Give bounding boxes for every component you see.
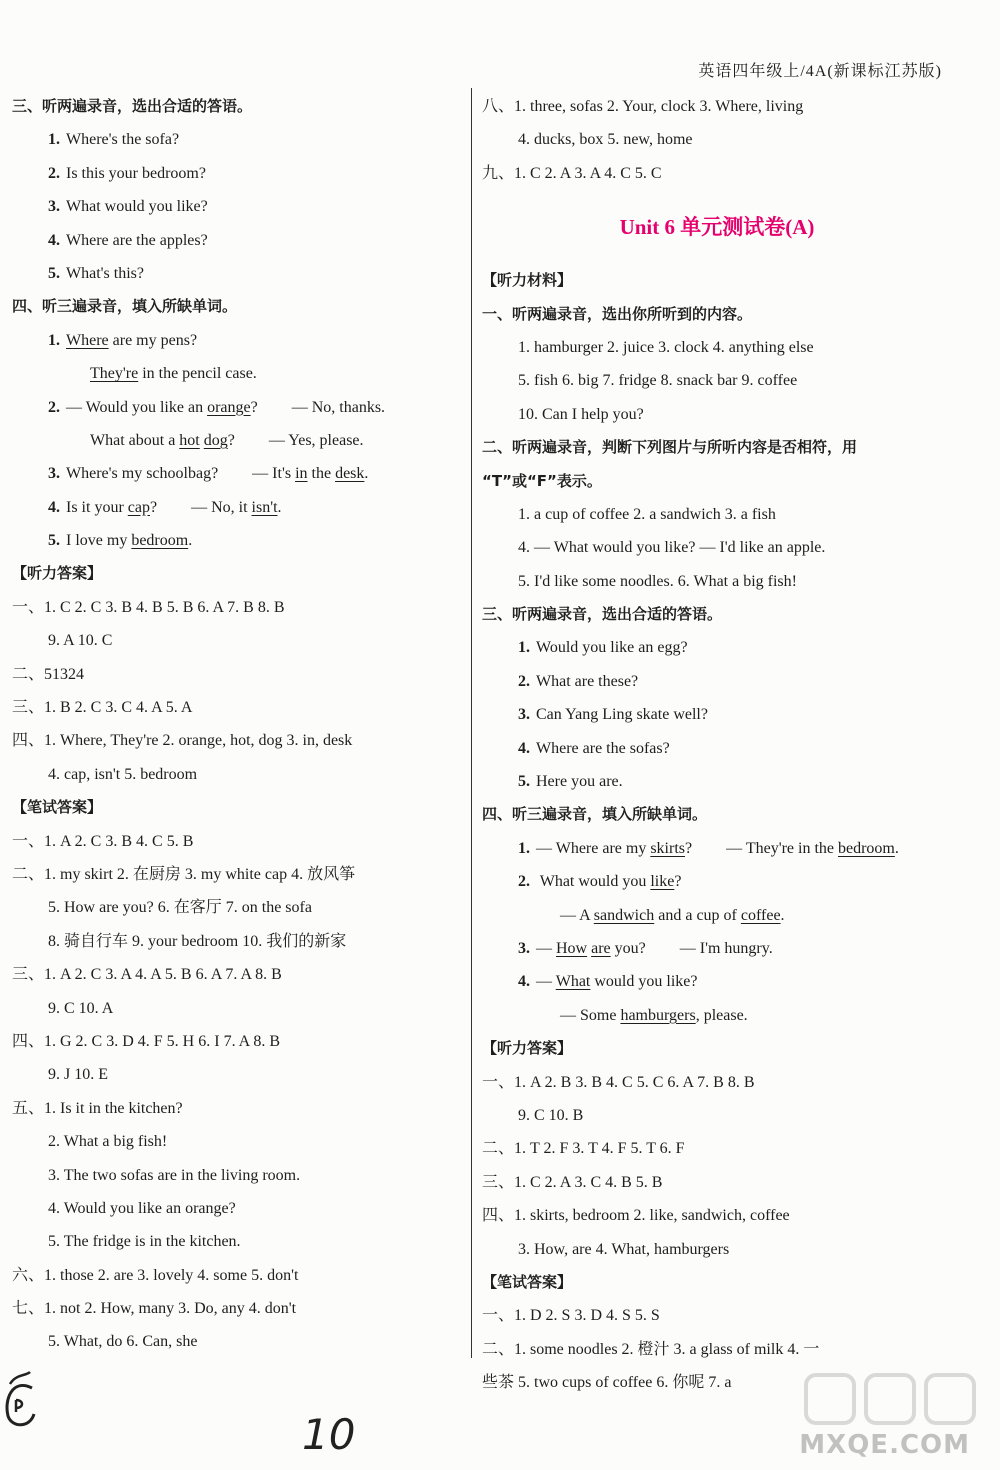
- section-heading: [482, 598, 952, 631]
- line-text: .: [277, 498, 282, 516]
- text-line: [482, 398, 952, 431]
- line-text: you?: [610, 939, 646, 957]
- item-number: 2.: [518, 873, 530, 891]
- text-line: [12, 391, 467, 424]
- line-text: 9. C 10. A: [48, 999, 114, 1017]
- line-text: 【听力答案】: [482, 1039, 573, 1058]
- page-number: 10: [302, 1410, 356, 1459]
- text-line: [12, 958, 467, 991]
- blank-answer: What: [555, 973, 591, 991]
- item-number: 4.: [518, 973, 530, 991]
- text-line: [12, 1092, 467, 1125]
- text-line: [12, 457, 467, 490]
- blank-answer: cap: [127, 498, 150, 516]
- text-line: [12, 1325, 467, 1358]
- line-text: 9. J 10. E: [48, 1066, 108, 1084]
- reply-text: — They're in the: [726, 839, 838, 857]
- section-heading: [482, 264, 952, 297]
- text-line: [482, 1299, 952, 1332]
- line-text: the: [307, 465, 336, 483]
- line-text: ?: [674, 873, 682, 891]
- text-line: [482, 932, 952, 965]
- line-text: 五、1. Is it in the kitchen?: [12, 1099, 183, 1117]
- line-text: 四、1. skirts, bedroom 2. like, sandwich, coffee: [482, 1207, 790, 1225]
- blank-answer: in: [295, 465, 308, 483]
- blank-answer: bedroom: [838, 839, 895, 857]
- line-text: 【笔试答案】: [482, 1272, 573, 1291]
- line-text: 二、1. T 2. F 3. T 4. F 5. T 6. F: [482, 1140, 685, 1158]
- blank-answer: dog: [203, 431, 228, 449]
- text-line: [482, 631, 952, 664]
- line-text: — Some: [560, 1006, 621, 1024]
- text-line: [12, 1125, 467, 1158]
- watermark-text: MXQE.COM: [799, 1430, 970, 1460]
- section-heading: [482, 798, 952, 831]
- text-line: [12, 190, 467, 223]
- text-line: [12, 1259, 467, 1292]
- text-line: [12, 1025, 467, 1058]
- line-text: 2. What a big fish!: [48, 1133, 168, 1151]
- section-heading: [12, 90, 467, 123]
- line-text: 4. ducks, box 5. new, home: [518, 131, 693, 149]
- blank-answer: coffee: [740, 906, 781, 924]
- line-text: .: [894, 839, 899, 857]
- text-line: [482, 123, 952, 156]
- item-number: 3.: [518, 706, 530, 724]
- line-text: What would you like?: [66, 198, 208, 216]
- text-line: [482, 1199, 952, 1232]
- line-text: —: [536, 973, 556, 991]
- line-text: 一、听两遍录音，选出你所听到的内容。: [482, 304, 753, 323]
- text-line: [12, 491, 467, 524]
- line-text: “T”或“F”表示。: [482, 471, 602, 490]
- text-line: [482, 665, 952, 698]
- line-text: 一、1. A 2. C 3. B 4. C 5. B: [12, 832, 194, 850]
- text-line: [12, 1292, 467, 1325]
- item-number: 1.: [518, 839, 530, 857]
- item-number: 2.: [48, 164, 60, 182]
- text-line: [482, 1132, 952, 1165]
- line-text: 三、1. B 2. C 3. C 4. A 5. A: [12, 699, 193, 717]
- text-line: [482, 1066, 952, 1099]
- text-line: [12, 224, 467, 257]
- line-text: Is it your: [66, 498, 128, 516]
- line-text: 5. What, do 6. Can, she: [48, 1333, 198, 1351]
- blank-answer: They're: [90, 365, 139, 383]
- item-number: 3.: [48, 465, 60, 483]
- line-text: 3. How, are 4. What, hamburgers: [518, 1240, 730, 1258]
- item-number: 5.: [518, 773, 530, 791]
- blank-answer: Where: [66, 331, 109, 349]
- line-text: Unit 6 单元测试卷(A): [619, 215, 815, 240]
- blank-answer: hamburgers: [620, 1006, 696, 1024]
- item-number: 5.: [48, 264, 60, 282]
- text-line: [12, 724, 467, 757]
- item-number: 3.: [48, 198, 60, 216]
- line-text: 一、1. D 2. S 3. D 4. S 5. S: [482, 1307, 660, 1325]
- text-line: [482, 498, 952, 531]
- reply-text: — No, it: [191, 498, 252, 516]
- line-text: —: [536, 939, 556, 957]
- line-text: Where's my schoolbag?: [66, 465, 219, 483]
- line-text: .: [188, 532, 193, 550]
- line-text: 5. The fridge is in the kitchen.: [48, 1233, 241, 1251]
- text-line: [12, 758, 467, 791]
- line-text: 9. A 10. C: [48, 632, 113, 650]
- blank-answer: bedroom: [131, 532, 189, 550]
- line-text: What are these?: [536, 672, 639, 690]
- line-text: 5. How are you? 6. 在客厅 7. on the sofa: [48, 899, 312, 917]
- section-heading: [482, 465, 952, 498]
- line-text: 5. I'd like some noodles. 6. What a big fish!: [518, 572, 797, 590]
- blank-answer: orange: [207, 398, 251, 416]
- line-text: and a cup of: [654, 906, 741, 924]
- line-text: .: [364, 465, 369, 483]
- text-line: [482, 999, 952, 1032]
- line-text: 三、听两遍录音，选出合适的答语。: [12, 97, 253, 115]
- reply-text: — Yes, please.: [268, 431, 364, 449]
- line-text: 二、听两遍录音，判断下列图片与所听内容是否相符，用: [482, 438, 858, 457]
- line-text: What about a: [90, 431, 180, 449]
- text-line: [12, 891, 467, 924]
- line-text: Where are the sofas?: [536, 739, 670, 757]
- text-line: [12, 257, 467, 290]
- line-text: 七、1. not 2. How, many 3. Do, any 4. don't: [12, 1300, 297, 1318]
- line-text: Can Yang Ling skate well?: [536, 706, 708, 724]
- line-text: ?: [250, 398, 258, 416]
- line-text: 四、听三遍录音，填入所缺单词。: [12, 297, 238, 316]
- line-text: 【听力答案】: [12, 564, 103, 583]
- line-text: 六、1. those 2. are 3. lovely 4. some 5. don't: [12, 1266, 299, 1284]
- line-text: in the pencil case.: [138, 365, 257, 383]
- line-text: are my pens?: [108, 331, 198, 349]
- section-heading: [482, 1266, 952, 1299]
- line-text: 5. fish 6. big 7. fridge 8. snack bar 9. coffee: [518, 372, 798, 390]
- right-column: [482, 90, 952, 1399]
- text-line: [12, 992, 467, 1025]
- line-text: 3. The two sofas are in the living room.: [48, 1166, 301, 1184]
- text-line: [482, 90, 952, 123]
- text-line: [12, 624, 467, 657]
- line-text: Would you like an egg?: [536, 639, 688, 657]
- line-text: , please.: [695, 1006, 748, 1024]
- text-line: [482, 565, 952, 598]
- item-number: 4.: [48, 231, 60, 249]
- item-number: 4.: [518, 739, 530, 757]
- item-number: 3.: [518, 939, 530, 957]
- line-text: 三、1. C 2. A 3. C 4. B 5. B: [482, 1173, 663, 1191]
- line-text: 二、1. some noodles 2. 橙汁 3. a glass of milk 4. 一: [482, 1340, 820, 1358]
- text-line: [482, 331, 952, 364]
- section-heading: [482, 431, 952, 464]
- reply-text: — No, thanks.: [291, 398, 386, 416]
- section-heading: [12, 557, 467, 590]
- line-text: 三、听两遍录音，选出合适的答语。: [482, 605, 723, 624]
- text-line: [482, 765, 952, 798]
- section-heading: [482, 1032, 952, 1065]
- line-text: What's this?: [66, 264, 144, 282]
- line-text: .: [780, 906, 785, 924]
- text-line: [12, 524, 467, 557]
- text-line: [12, 825, 467, 858]
- line-text: 四、1. Where, They're 2. orange, hot, dog 3. in, desk: [12, 732, 353, 750]
- line-text: I love my: [66, 532, 132, 550]
- line-text: 四、1. G 2. C 3. D 4. F 5. H 6. I 7. A 8. B: [12, 1032, 281, 1050]
- text-line: [12, 1058, 467, 1091]
- line-text: 九、1. C 2. A 3. A 4. C 5. C: [482, 164, 662, 182]
- text-line: [12, 858, 467, 891]
- text-line: [482, 865, 952, 898]
- text-line: [482, 698, 952, 731]
- text-line: [482, 531, 952, 564]
- text-line: [12, 357, 467, 390]
- item-number: 1.: [48, 131, 60, 149]
- blank-answer: skirts: [650, 839, 685, 857]
- text-line: [482, 1333, 952, 1366]
- line-text: 八、1. three, sofas 2. Your, clock 3. Where, living: [482, 98, 804, 115]
- blank-answer: are: [591, 939, 611, 957]
- blank-answer: hot: [179, 431, 200, 449]
- blank-answer: like: [650, 873, 675, 891]
- line-text: — A: [560, 906, 594, 924]
- column-divider: [471, 88, 472, 1358]
- reply-text: — It's: [252, 465, 296, 483]
- line-text: What would you: [536, 873, 651, 891]
- text-line: [482, 899, 952, 932]
- text-line: [12, 925, 467, 958]
- text-line: [12, 424, 467, 457]
- line-text: 1. hamburger 2. juice 3. clock 4. anything else: [518, 338, 814, 356]
- line-text: Where are the apples?: [66, 231, 208, 249]
- line-text: 8. 骑自行车 9. your bedroom 10. 我们的新家: [48, 932, 347, 950]
- line-text: 4. Would you like an orange?: [48, 1199, 236, 1217]
- text-line: [482, 1166, 952, 1199]
- text-line: [482, 965, 952, 998]
- line-text: ?: [149, 498, 158, 516]
- blank-answer: How: [556, 939, 588, 957]
- text-line: [482, 364, 952, 397]
- line-text: 10. Can I help you?: [518, 405, 644, 423]
- blank-answer: isn't: [251, 498, 278, 516]
- left-column: [12, 90, 467, 1359]
- line-text: — Would you like an: [66, 398, 208, 416]
- text-line: [12, 591, 467, 624]
- text-line: [482, 732, 952, 765]
- line-text: — Where are my: [536, 839, 651, 857]
- line-text: 4. cap, isn't 5. bedroom: [48, 765, 198, 783]
- item-number: 1.: [48, 331, 60, 349]
- unit-title: [482, 190, 952, 264]
- blank-answer: desk: [335, 465, 365, 483]
- section-heading: [12, 290, 467, 323]
- line-text: would you like?: [590, 973, 698, 991]
- text-line: [12, 1225, 467, 1258]
- line-text: 四、听三遍录音，填入所缺单词。: [482, 805, 708, 824]
- line-text: ?: [685, 839, 693, 857]
- section-heading: [482, 298, 952, 331]
- text-line: [12, 1159, 467, 1192]
- item-number: 2.: [48, 398, 60, 416]
- text-line: [12, 658, 467, 691]
- line-text: ?: [227, 431, 235, 449]
- text-line: [12, 1192, 467, 1225]
- line-text: 1. a cup of coffee 2. a sandwich 3. a fish: [518, 505, 776, 523]
- section-heading: [12, 791, 467, 824]
- line-text: 二、1. my skirt 2. 在厨房 3. my white cap 4. 放风筝: [12, 865, 356, 883]
- text-line: [12, 324, 467, 357]
- apple-logo-icon: [2, 1370, 40, 1430]
- line-text: 【听力材料】: [482, 271, 573, 290]
- line-text: 9. C 10. B: [518, 1106, 584, 1124]
- text-line: [12, 157, 467, 190]
- line-text: 【笔试答案】: [12, 798, 103, 817]
- blank-answer: sandwich: [593, 906, 655, 924]
- text-line: [482, 157, 952, 190]
- line-text: 一、1. C 2. C 3. B 4. B 5. B 6. A 7. B 8. B: [12, 598, 285, 616]
- text-line: [482, 1233, 952, 1266]
- line-text: Here you are.: [536, 773, 623, 791]
- line-text: 二、51324: [12, 665, 85, 683]
- line-text: Where's the sofa?: [66, 131, 180, 149]
- text-line: [482, 1099, 952, 1132]
- line-text: 三、1. A 2. C 3. A 4. A 5. B 6. A 7. A 8. B: [12, 966, 282, 984]
- reply-text: — I'm hungry.: [679, 939, 773, 957]
- line-text: Is this your bedroom?: [66, 164, 206, 182]
- text-line: [482, 832, 952, 865]
- page-header: 英语四年级上/4A(新课标江苏版): [698, 63, 942, 80]
- line-text: 一、1. A 2. B 3. B 4. C 5. C 6. A 7. B 8. B: [482, 1073, 755, 1091]
- item-number: 4.: [48, 498, 60, 516]
- text-line: [12, 123, 467, 156]
- item-number: 2.: [518, 672, 530, 690]
- line-text: 4. — What would you like? — I'd like an apple.: [518, 539, 826, 557]
- text-line: [12, 691, 467, 724]
- item-number: 1.: [518, 639, 530, 657]
- item-number: 5.: [48, 532, 60, 550]
- line-text: 些茶 5. two cups of coffee 6. 你呢 7. a: [482, 1374, 732, 1392]
